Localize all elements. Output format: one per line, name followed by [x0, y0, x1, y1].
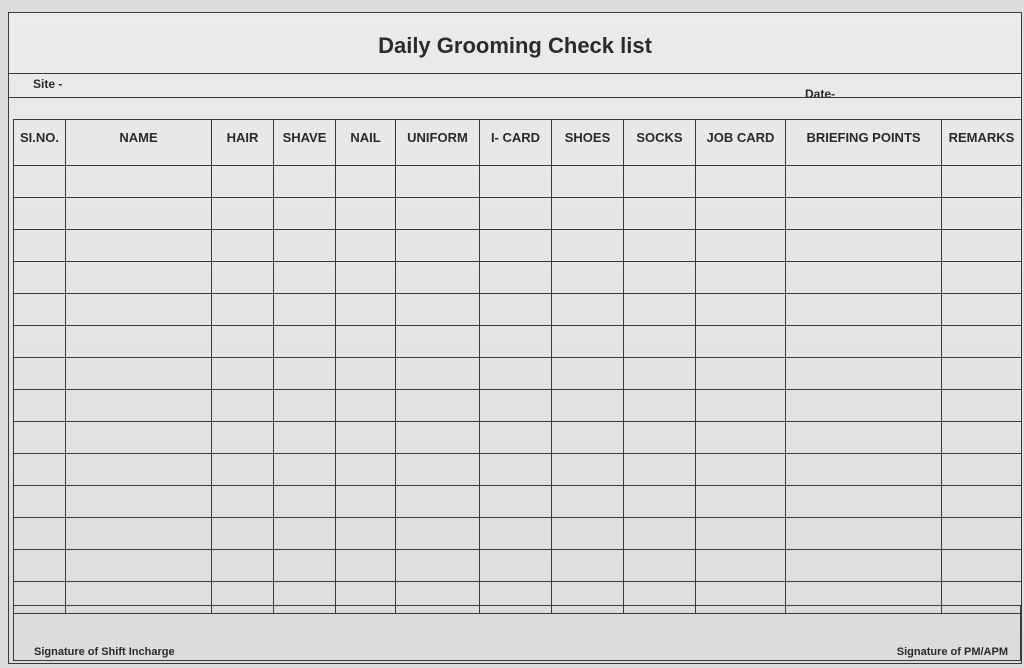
table-cell[interactable] — [274, 390, 336, 422]
table-cell[interactable] — [66, 454, 212, 486]
table-cell[interactable] — [336, 550, 396, 582]
table-cell[interactable] — [696, 390, 786, 422]
table-cell[interactable] — [624, 166, 696, 198]
table-header-row — [14, 120, 1022, 166]
table-cell[interactable] — [274, 550, 336, 582]
table-row — [14, 326, 1022, 358]
table-cell[interactable] — [552, 198, 624, 230]
table-cell[interactable] — [396, 230, 480, 262]
table-cell[interactable] — [552, 454, 624, 486]
column-header: NAIL — [336, 120, 396, 166]
column-header: BRIEFING POINTS — [786, 120, 942, 166]
table-cell[interactable] — [624, 230, 696, 262]
table-cell[interactable] — [66, 390, 212, 422]
table-cell[interactable] — [480, 454, 552, 486]
table-cell[interactable] — [212, 486, 274, 518]
table-cell[interactable] — [14, 166, 66, 198]
table-cell[interactable] — [624, 358, 696, 390]
table-cell[interactable] — [624, 390, 696, 422]
table-cell[interactable] — [552, 486, 624, 518]
table-cell[interactable] — [696, 550, 786, 582]
table-cell[interactable] — [336, 422, 396, 454]
table-row — [14, 454, 1022, 486]
table-cell[interactable] — [396, 390, 480, 422]
table-cell[interactable] — [786, 550, 942, 582]
table-cell[interactable] — [212, 198, 274, 230]
table-row — [14, 550, 1022, 582]
table-cell[interactable] — [480, 262, 552, 294]
table-cell[interactable] — [552, 262, 624, 294]
table-cell[interactable] — [212, 390, 274, 422]
table-cell[interactable] — [552, 390, 624, 422]
table-cell[interactable] — [14, 390, 66, 422]
column-header: I- CARD — [480, 120, 552, 166]
table-cell[interactable] — [696, 166, 786, 198]
table-cell[interactable] — [624, 550, 696, 582]
table-cell[interactable] — [624, 486, 696, 518]
column-header: HAIR — [212, 120, 274, 166]
table-cell[interactable] — [14, 422, 66, 454]
table-cell[interactable] — [396, 422, 480, 454]
table-cell[interactable] — [480, 166, 552, 198]
table-cell[interactable] — [696, 422, 786, 454]
table-cell[interactable] — [212, 550, 274, 582]
column-header: SOCKS — [624, 120, 696, 166]
table-cell[interactable] — [786, 486, 942, 518]
table-cell[interactable] — [396, 294, 480, 326]
table-cell[interactable] — [786, 390, 942, 422]
table-cell[interactable] — [396, 518, 480, 550]
table-cell[interactable] — [336, 358, 396, 390]
table-cell[interactable] — [66, 358, 212, 390]
table-cell[interactable] — [212, 326, 274, 358]
table-cell[interactable] — [336, 262, 396, 294]
table-cell[interactable] — [336, 230, 396, 262]
table-cell[interactable] — [786, 518, 942, 550]
table-cell[interactable] — [942, 550, 1022, 582]
table-cell[interactable] — [14, 518, 66, 550]
table-cell[interactable] — [552, 294, 624, 326]
table-row — [14, 230, 1022, 262]
table-cell[interactable] — [396, 262, 480, 294]
table-cell[interactable] — [942, 326, 1022, 358]
table-row — [14, 422, 1022, 454]
title-divider — [9, 73, 1021, 74]
column-header: REMARKS — [942, 120, 1022, 166]
table-cell[interactable] — [14, 326, 66, 358]
table-cell[interactable] — [336, 326, 396, 358]
column-header: NAME — [66, 120, 212, 166]
table-cell[interactable] — [212, 294, 274, 326]
table-cell[interactable] — [480, 230, 552, 262]
table-cell[interactable] — [66, 166, 212, 198]
table-cell[interactable] — [552, 422, 624, 454]
table-cell[interactable] — [942, 518, 1022, 550]
table-cell[interactable] — [336, 390, 396, 422]
table-cell[interactable] — [696, 230, 786, 262]
table-cell[interactable] — [396, 550, 480, 582]
table-cell[interactable] — [14, 198, 66, 230]
table-cell[interactable] — [696, 358, 786, 390]
table-cell[interactable] — [552, 166, 624, 198]
table-cell[interactable] — [14, 550, 66, 582]
table-cell[interactable] — [624, 454, 696, 486]
column-header: SI.NO. — [14, 120, 66, 166]
table-cell[interactable] — [212, 230, 274, 262]
table-cell[interactable] — [212, 166, 274, 198]
table-cell[interactable] — [624, 422, 696, 454]
table-cell[interactable] — [212, 358, 274, 390]
table-cell[interactable] — [696, 294, 786, 326]
table-cell[interactable] — [274, 230, 336, 262]
table-cell[interactable] — [274, 166, 336, 198]
header-divider — [9, 97, 1021, 98]
table-cell[interactable] — [942, 198, 1022, 230]
shift-incharge-signature-label: Signature of Shift Incharge — [34, 646, 175, 658]
table-cell[interactable] — [66, 422, 212, 454]
table-cell[interactable] — [66, 550, 212, 582]
table-cell[interactable] — [786, 326, 942, 358]
table-cell[interactable] — [480, 486, 552, 518]
table-cell[interactable] — [786, 422, 942, 454]
column-header: SHOES — [552, 120, 624, 166]
table-row — [14, 294, 1022, 326]
table-cell[interactable] — [212, 262, 274, 294]
table-row — [14, 518, 1022, 550]
table-cell[interactable] — [942, 262, 1022, 294]
table-cell[interactable] — [624, 294, 696, 326]
table-cell[interactable] — [14, 358, 66, 390]
table-cell[interactable] — [696, 518, 786, 550]
column-header: JOB CARD — [696, 120, 786, 166]
table-cell[interactable] — [336, 198, 396, 230]
table-cell[interactable] — [336, 518, 396, 550]
table-cell[interactable] — [696, 262, 786, 294]
table-cell[interactable] — [14, 294, 66, 326]
table-cell[interactable] — [786, 230, 942, 262]
table-cell[interactable] — [480, 326, 552, 358]
table-cell[interactable] — [396, 486, 480, 518]
table-cell[interactable] — [480, 358, 552, 390]
table-row — [14, 166, 1022, 198]
table-cell[interactable] — [336, 294, 396, 326]
table-cell[interactable] — [786, 358, 942, 390]
table-row — [14, 486, 1022, 518]
table-cell[interactable] — [274, 422, 336, 454]
table-cell[interactable] — [552, 518, 624, 550]
table-cell[interactable] — [696, 486, 786, 518]
table-cell[interactable] — [624, 326, 696, 358]
table-cell[interactable] — [942, 422, 1022, 454]
table-cell[interactable] — [942, 294, 1022, 326]
table-cell[interactable] — [942, 454, 1022, 486]
table-cell[interactable] — [480, 390, 552, 422]
table-cell[interactable] — [274, 326, 336, 358]
table-cell[interactable] — [336, 454, 396, 486]
table-cell[interactable] — [396, 358, 480, 390]
table-cell[interactable] — [942, 486, 1022, 518]
table-body — [14, 166, 1022, 614]
column-header: UNIFORM — [396, 120, 480, 166]
table-cell[interactable] — [942, 230, 1022, 262]
table-cell[interactable] — [396, 198, 480, 230]
table-row — [14, 198, 1022, 230]
table-cell[interactable] — [66, 518, 212, 550]
table-cell[interactable] — [212, 518, 274, 550]
table-row — [14, 262, 1022, 294]
site-label: Site - — [33, 77, 63, 91]
table-cell[interactable] — [66, 486, 212, 518]
table-cell[interactable] — [14, 486, 66, 518]
table-cell[interactable] — [336, 486, 396, 518]
table-cell[interactable] — [942, 390, 1022, 422]
table-cell[interactable] — [480, 422, 552, 454]
table-cell[interactable] — [274, 262, 336, 294]
table-cell[interactable] — [274, 198, 336, 230]
pm-apm-signature-label: Signature of PM/APM — [896, 646, 1008, 658]
signature-box — [13, 605, 1021, 661]
table-cell[interactable] — [212, 454, 274, 486]
table-cell[interactable] — [942, 358, 1022, 390]
table-cell[interactable] — [696, 326, 786, 358]
table-cell[interactable] — [274, 486, 336, 518]
table-cell[interactable] — [480, 550, 552, 582]
table-cell[interactable] — [552, 326, 624, 358]
table-cell[interactable] — [786, 166, 942, 198]
table-cell[interactable] — [480, 294, 552, 326]
table-row — [14, 358, 1022, 390]
table-cell[interactable] — [480, 518, 552, 550]
table-cell[interactable] — [396, 454, 480, 486]
table-cell[interactable] — [786, 454, 942, 486]
table-cell[interactable] — [786, 198, 942, 230]
page-title: Daily Grooming Check list — [378, 33, 652, 58]
table-cell[interactable] — [624, 262, 696, 294]
table-cell[interactable] — [66, 230, 212, 262]
date-label: Date- — [805, 87, 836, 101]
table-cell[interactable] — [396, 326, 480, 358]
table-cell[interactable] — [66, 198, 212, 230]
table-cell[interactable] — [66, 294, 212, 326]
table-cell[interactable] — [480, 198, 552, 230]
table-cell[interactable] — [396, 166, 480, 198]
table-cell[interactable] — [942, 166, 1022, 198]
table-cell[interactable] — [552, 358, 624, 390]
table-row — [14, 390, 1022, 422]
table-cell[interactable] — [696, 454, 786, 486]
table-cell[interactable] — [336, 166, 396, 198]
grooming-checklist-sheet — [8, 12, 1022, 664]
table-cell[interactable] — [14, 262, 66, 294]
table-cell[interactable] — [274, 518, 336, 550]
table-cell[interactable] — [66, 326, 212, 358]
table-cell[interactable] — [274, 358, 336, 390]
table-cell[interactable] — [552, 550, 624, 582]
table-cell[interactable] — [274, 454, 336, 486]
table-cell[interactable] — [696, 198, 786, 230]
table-cell[interactable] — [14, 230, 66, 262]
table-cell[interactable] — [66, 262, 212, 294]
table-cell[interactable] — [212, 422, 274, 454]
table-cell[interactable] — [552, 230, 624, 262]
column-header: SHAVE — [274, 120, 336, 166]
table-cell[interactable] — [786, 294, 942, 326]
table-cell[interactable] — [14, 454, 66, 486]
table-cell[interactable] — [624, 198, 696, 230]
table-cell[interactable] — [624, 518, 696, 550]
grooming-table — [13, 119, 1022, 614]
table-cell[interactable] — [786, 262, 942, 294]
table-cell[interactable] — [274, 294, 336, 326]
